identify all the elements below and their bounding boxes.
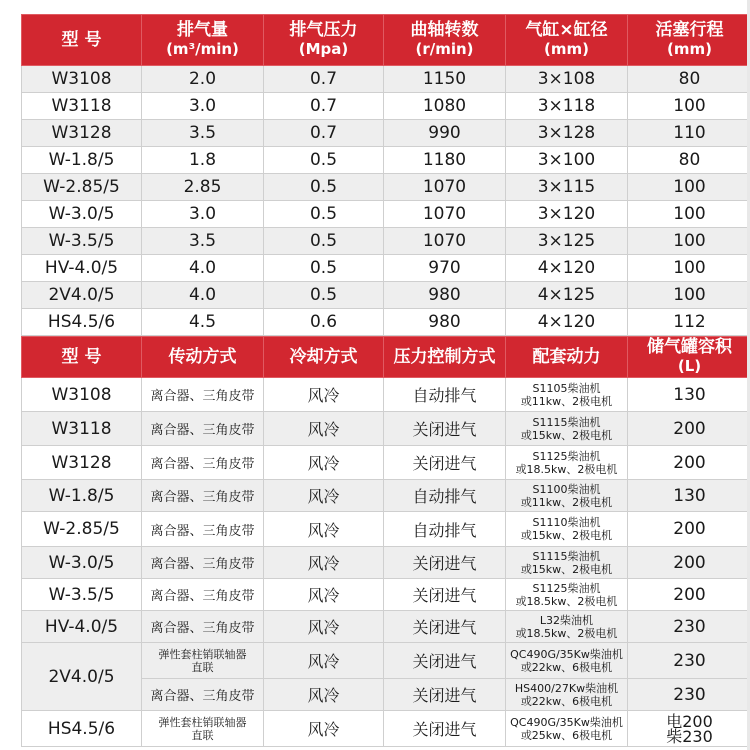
speed-cell: 970 (384, 255, 506, 282)
drive-cell: 离合器、三角皮带 (142, 378, 264, 412)
table-row (22, 201, 750, 228)
control-cell: 关闭进气 (384, 412, 506, 446)
cooling-cell: 风冷 (264, 643, 384, 679)
drive-cell: 弹性套柱销联轴器 直联 (142, 711, 264, 747)
tank-cell: 200 (628, 512, 750, 547)
tank-cell: 130 (628, 378, 750, 412)
table-row (22, 228, 750, 255)
drive-cell: 离合器、三角皮带 (142, 446, 264, 480)
model-cell: W-2.85/5 (22, 512, 142, 547)
speed-cell: 1150 (384, 66, 506, 93)
performance-table (21, 14, 750, 336)
displacement-cell: 4.0 (142, 255, 264, 282)
tank-cell: 200 (628, 579, 750, 611)
table-row (22, 378, 750, 412)
speed-cell: 990 (384, 120, 506, 147)
performance-header-row (22, 15, 750, 66)
cooling-cell: 风冷 (264, 711, 384, 747)
model-cell: HS4.5/6 (22, 711, 142, 747)
model-cell: HV-4.0/5 (22, 611, 142, 643)
displacement-cell: 3.0 (142, 201, 264, 228)
cylinder-cell: 3×100 (506, 147, 628, 174)
power-cell: S1115柴油机 或15kw、2极电机 (506, 412, 628, 446)
table-row (22, 446, 750, 480)
stroke-cell: 80 (628, 147, 750, 174)
drive-cell: 离合器、三角皮带 (142, 547, 264, 579)
table-row (22, 611, 750, 643)
displacement-cell: 3.5 (142, 228, 264, 255)
pressure-cell: 0.6 (264, 309, 384, 336)
cooling-cell: 风冷 (264, 679, 384, 711)
model-cell: W-2.85/5 (22, 174, 142, 201)
header-cylinder-bore: 气缸×缸径 (mm) (506, 15, 628, 66)
control-cell: 关闭进气 (384, 711, 506, 747)
table-row (22, 579, 750, 611)
model-cell: W3128 (22, 446, 142, 480)
cooling-cell: 风冷 (264, 579, 384, 611)
header-power: 配套动力 (506, 337, 628, 378)
stroke-cell: 100 (628, 201, 750, 228)
cooling-cell: 风冷 (264, 412, 384, 446)
table-row (22, 480, 750, 512)
displacement-cell: 3.0 (142, 93, 264, 120)
model-cell: W-3.5/5 (22, 579, 142, 611)
model-cell: W-3.0/5 (22, 201, 142, 228)
power-cell: S1115柴油机 或15kw、2极电机 (506, 547, 628, 579)
cylinder-cell: 3×120 (506, 201, 628, 228)
power-cell: S1125柴油机 或18.5kw、2极电机 (506, 446, 628, 480)
tank-cell: 200 (628, 446, 750, 480)
header-pressure-control: 压力控制方式 (384, 337, 506, 378)
model-cell: HS4.5/6 (22, 309, 142, 336)
pressure-cell: 0.5 (264, 201, 384, 228)
header-model-2: 型 号 (22, 337, 142, 378)
speed-cell: 1080 (384, 93, 506, 120)
cylinder-cell: 4×120 (506, 255, 628, 282)
table-row (22, 255, 750, 282)
configuration-header-row (22, 337, 750, 378)
displacement-cell: 2.0 (142, 66, 264, 93)
power-cell: HS400/27Kw柴油机 或22kw、6极电机 (506, 679, 628, 711)
header-stroke: 活塞行程 (mm) (628, 15, 750, 66)
speed-cell: 1070 (384, 174, 506, 201)
cooling-cell: 风冷 (264, 446, 384, 480)
model-cell: HV-4.0/5 (22, 255, 142, 282)
cooling-cell: 风冷 (264, 480, 384, 512)
tank-cell: 130 (628, 480, 750, 512)
speed-cell: 1070 (384, 201, 506, 228)
control-cell: 关闭进气 (384, 579, 506, 611)
cylinder-cell: 3×128 (506, 120, 628, 147)
pressure-cell: 0.5 (264, 255, 384, 282)
control-cell: 关闭进气 (384, 547, 506, 579)
tank-cell: 200 (628, 547, 750, 579)
table-row (22, 147, 750, 174)
tank-cell: 200 (628, 412, 750, 446)
tank-cell: 230 (628, 679, 750, 711)
cylinder-cell: 3×115 (506, 174, 628, 201)
displacement-cell: 4.0 (142, 282, 264, 309)
model-cell: W-1.8/5 (22, 480, 142, 512)
table-row (22, 643, 750, 679)
tank-cell: 230 (628, 643, 750, 679)
model-cell: W3128 (22, 120, 142, 147)
table-row (22, 120, 750, 147)
model-cell: 2V4.0/5 (22, 282, 142, 309)
table-row (22, 282, 750, 309)
configuration-table (21, 336, 750, 747)
power-cell: S1105柴油机 或11kw、2极电机 (506, 378, 628, 412)
cylinder-cell: 4×120 (506, 309, 628, 336)
pressure-cell: 0.5 (264, 282, 384, 309)
pressure-cell: 0.7 (264, 66, 384, 93)
header-cooling: 冷却方式 (264, 337, 384, 378)
table-row (22, 174, 750, 201)
power-cell: S1110柴油机 或15kw、2极电机 (506, 512, 628, 547)
control-cell: 自动排气 (384, 378, 506, 412)
pressure-cell: 0.5 (264, 147, 384, 174)
table-row (22, 309, 750, 336)
tank-cell: 230 (628, 611, 750, 643)
pressure-cell: 0.5 (264, 228, 384, 255)
tank-cell: 电200 柴230 (628, 711, 750, 747)
control-cell: 关闭进气 (384, 446, 506, 480)
control-cell: 关闭进气 (384, 679, 506, 711)
displacement-cell: 2.85 (142, 174, 264, 201)
stroke-cell: 100 (628, 228, 750, 255)
table-row (22, 547, 750, 579)
model-cell: W3108 (22, 66, 142, 93)
cooling-cell: 风冷 (264, 547, 384, 579)
drive-cell: 离合器、三角皮带 (142, 679, 264, 711)
drive-cell: 离合器、三角皮带 (142, 512, 264, 547)
power-cell: L32柴油机 或18.5kw、2极电机 (506, 611, 628, 643)
speed-cell: 980 (384, 282, 506, 309)
drive-cell: 离合器、三角皮带 (142, 611, 264, 643)
table-row (22, 711, 750, 747)
table-row (22, 66, 750, 93)
control-cell: 自动排气 (384, 512, 506, 547)
power-cell: QC490G/35Kw柴油机 或22kw、6极电机 (506, 643, 628, 679)
speed-cell: 1180 (384, 147, 506, 174)
model-cell: W-3.5/5 (22, 228, 142, 255)
cooling-cell: 风冷 (264, 611, 384, 643)
pressure-cell: 0.5 (264, 174, 384, 201)
control-cell: 自动排气 (384, 480, 506, 512)
displacement-cell: 3.5 (142, 120, 264, 147)
cylinder-cell: 3×108 (506, 66, 628, 93)
power-cell: S1125柴油机 或18.5kw、2极电机 (506, 579, 628, 611)
cooling-cell: 风冷 (264, 512, 384, 547)
header-tank-volume: 储气罐容积 (L) (628, 337, 750, 378)
stroke-cell: 110 (628, 120, 750, 147)
header-pressure: 排气压力 (Mpa) (264, 15, 384, 66)
speed-cell: 1070 (384, 228, 506, 255)
power-cell: S1100柴油机 或11kw、2极电机 (506, 480, 628, 512)
stroke-cell: 100 (628, 93, 750, 120)
drive-cell: 离合器、三角皮带 (142, 579, 264, 611)
model-cell: W3118 (22, 412, 142, 446)
cylinder-cell: 4×125 (506, 282, 628, 309)
control-cell: 关闭进气 (384, 611, 506, 643)
cylinder-cell: 3×125 (506, 228, 628, 255)
drive-cell: 离合器、三角皮带 (142, 412, 264, 446)
pressure-cell: 0.7 (264, 120, 384, 147)
header-displacement: 排气量 (m³/min) (142, 15, 264, 66)
model-cell: W3108 (22, 378, 142, 412)
cylinder-cell: 3×118 (506, 93, 628, 120)
pressure-cell: 0.7 (264, 93, 384, 120)
model-cell: 2V4.0/5 (22, 643, 142, 711)
stroke-cell: 100 (628, 282, 750, 309)
power-cell: QC490G/35Kw柴油机 或25kw、6极电机 (506, 711, 628, 747)
drive-cell: 离合器、三角皮带 (142, 480, 264, 512)
cooling-cell: 风冷 (264, 378, 384, 412)
model-cell: W3118 (22, 93, 142, 120)
displacement-cell: 4.5 (142, 309, 264, 336)
model-cell: W-3.0/5 (22, 547, 142, 579)
stroke-cell: 112 (628, 309, 750, 336)
model-cell: W-1.8/5 (22, 147, 142, 174)
stroke-cell: 100 (628, 255, 750, 282)
header-model: 型 号 (22, 15, 142, 66)
header-crank-speed: 曲轴转数 (r/min) (384, 15, 506, 66)
drive-cell: 弹性套柱销联轴器 直联 (142, 643, 264, 679)
table-row (22, 512, 750, 547)
displacement-cell: 1.8 (142, 147, 264, 174)
header-drive: 传动方式 (142, 337, 264, 378)
stroke-cell: 80 (628, 66, 750, 93)
speed-cell: 980 (384, 309, 506, 336)
stroke-cell: 100 (628, 174, 750, 201)
table-row (22, 412, 750, 446)
control-cell: 关闭进气 (384, 643, 506, 679)
table-row (22, 93, 750, 120)
